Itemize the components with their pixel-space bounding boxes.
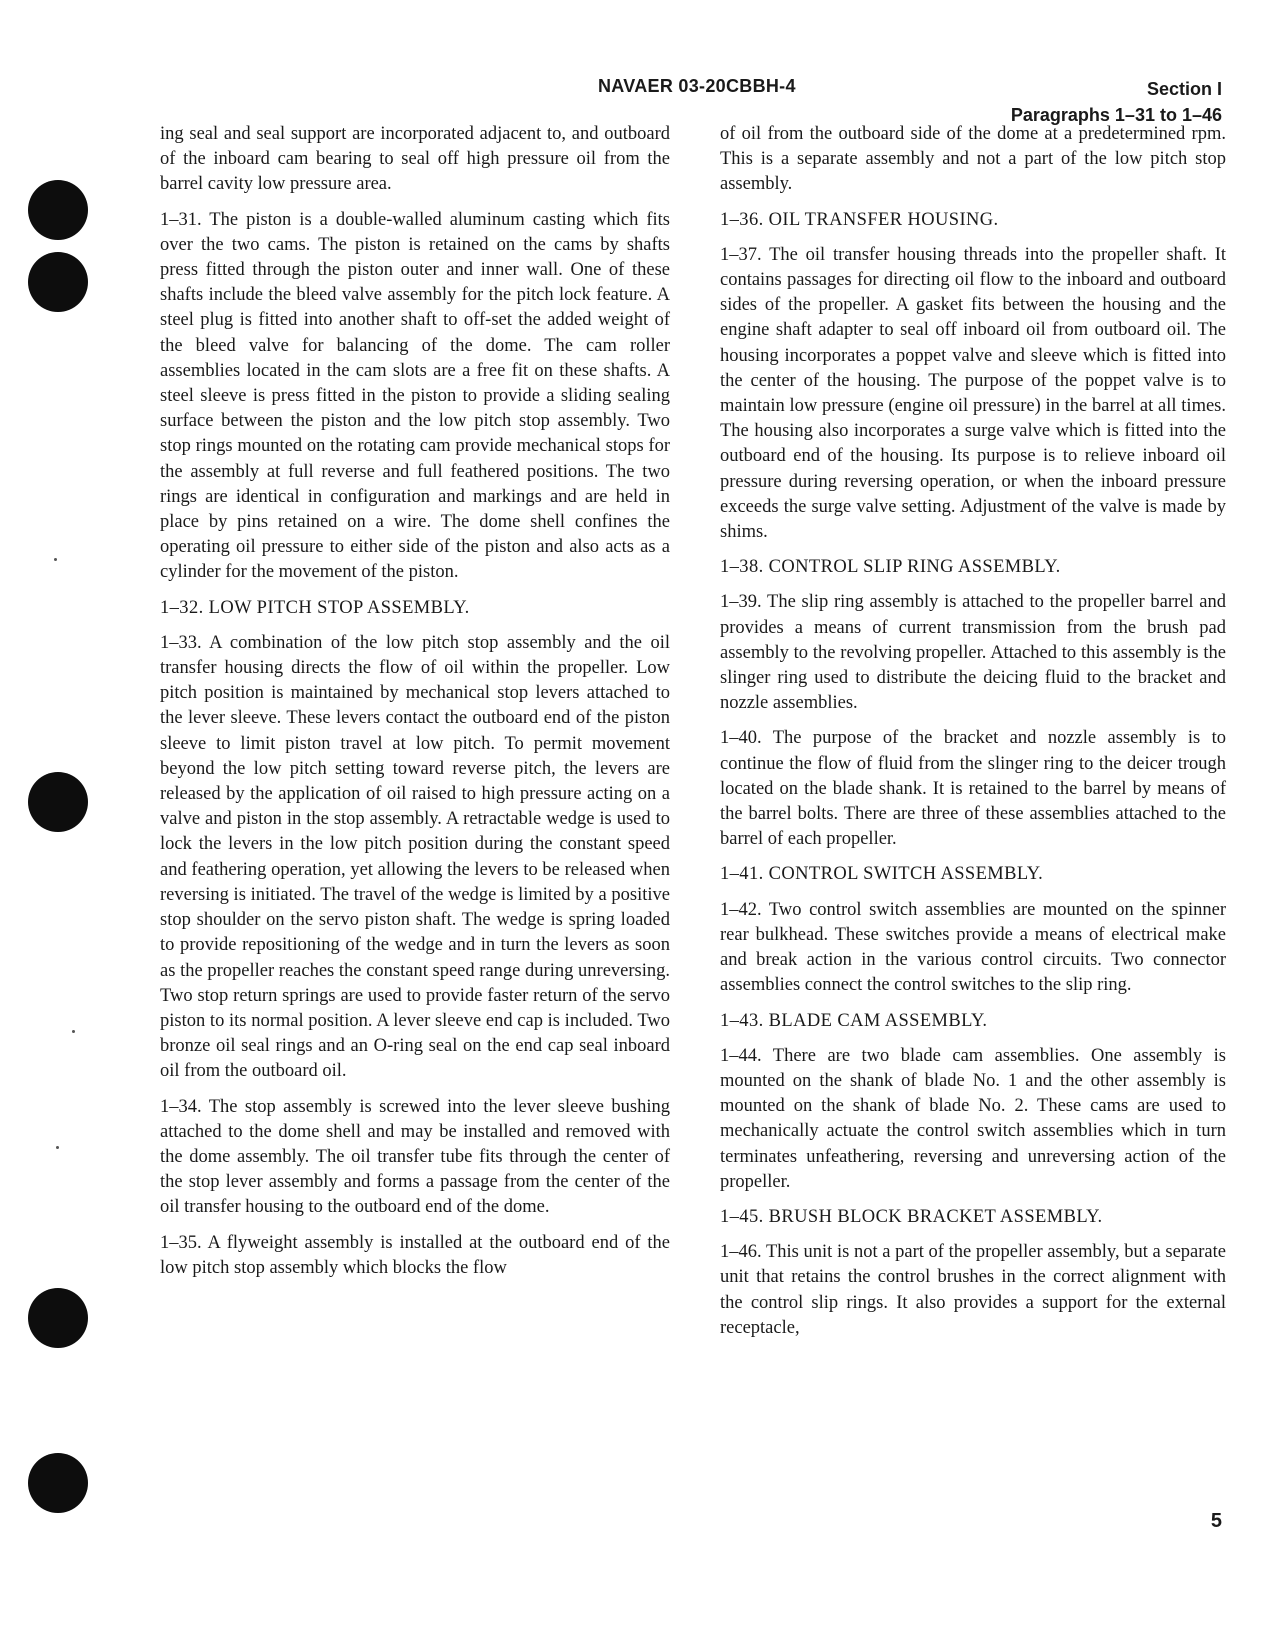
section-heading: 1–36. OIL TRANSFER HOUSING. bbox=[720, 209, 999, 230]
paragraph: of oil from the outboard side of the dome at a predetermined rpm. This is a separate assembly and not a part of the low pitch stop assembly. bbox=[720, 124, 1226, 195]
paragraph: 1–44. There are two blade cam assemblies. One assembly is mounted on the shank of blade No. 1 and the other assembly is mounted on the shank of blade No. 2. These cams are used to mechanically actuate the control switch assemblies which in turn terminates unfeathering, reversing and unreversing action of the propeller. bbox=[720, 1045, 1226, 1192]
paragraph: ing seal and seal support are incorporated adjacent to, and outboard of the inboard cam bearing to seal off high pressure oil from the barrel cavity low pressure area. bbox=[160, 124, 670, 195]
paragraph: 1–34. The stop assembly is screwed into the lever sleeve bushing attached to the dome shell and may be installed and removed with the dome assembly. The oil transfer tube fits through the center of the stop lever assembly and forms a passage from the center of the oil transfer housing to the outboard end of the dome. bbox=[160, 1096, 670, 1218]
paragraph: 1–46. This unit is not a part of the propeller assembly, but a separate unit that retains the control brushes in the correct alignment with the control slip rings. It also provides a support for the external receptacle, bbox=[720, 1242, 1226, 1338]
section-heading: 1–45. BRUSH BLOCK BRACKET ASSEMBLY. bbox=[720, 1206, 1103, 1227]
section-reference bbox=[1011, 76, 1222, 128]
section-heading: 1–41. CONTROL SWITCH ASSEMBLY. bbox=[720, 864, 1044, 885]
left-column bbox=[160, 122, 670, 1291]
binder-hole bbox=[28, 1288, 88, 1348]
binder-hole bbox=[28, 1453, 88, 1513]
document-number: NAVAER 03-20CBBH-4 bbox=[598, 76, 796, 96]
right-column bbox=[720, 122, 1226, 1351]
binder-hole bbox=[28, 252, 88, 312]
section-label: Section I bbox=[1146, 79, 1222, 99]
section-heading: 1–38. CONTROL SLIP RING ASSEMBLY. bbox=[720, 557, 1061, 578]
section-heading: 1–32. LOW PITCH STOP ASSEMBLY. bbox=[160, 597, 470, 618]
paragraph: 1–40. The purpose of the bracket and nozzle assembly is to continue the flow of fluid from the slinger ring to the deicer trough located on the blade shank. It is retained to the barrel by means of the barrel bolts. There are three of these assemblies attached to the barrel of each propeller. bbox=[720, 728, 1226, 850]
paragraph: 1–31. The piston is a double-walled aluminum casting which fits over the two cams. The piston is retained on the cams by shafts press fitted through the piston outer and inner wall. One of these shafts include the bleed valve assembly for the pitch lock feature. A steel plug is fitted into another shaft to off-set the added weight of the bleed valve for balancing of the dome. The cam roller assemblies located in the cam slots are a free fit on these shafts. A steel sleeve is press fitted in the piston to provide a sliding sealing surface between the piston and the low pitch stop assembly. Two stop rings mounted on the rotating cam provide mechanical stops for the assembly at full reverse and full feathered positions. The two rings are identical in configuration and markings and are held in place by pins retained on a wire. The dome shell confines the operating oil pressure to either side of the piston and also acts as a cylinder for the movement of the piston. bbox=[160, 209, 670, 583]
section-heading: 1–43. BLADE CAM ASSEMBLY. bbox=[720, 1010, 988, 1031]
paragraph-range: Paragraphs 1–31 to 1–46 bbox=[1010, 105, 1222, 125]
scan-speck bbox=[72, 1030, 75, 1033]
binder-hole bbox=[28, 772, 88, 832]
paragraph: 1–39. The slip ring assembly is attached to the propeller barrel and provides a means of current transmission from the brush pad assembly to the revolving propeller. Attached to this assembly is the slinger ring used to distribute the deicing fluid to the bracket and nozzle assemblies. bbox=[720, 592, 1226, 714]
scan-speck bbox=[54, 558, 57, 561]
binder-hole bbox=[28, 180, 88, 240]
paragraph: 1–42. Two control switch assemblies are mounted on the spinner rear bulkhead. These switches provide a means of electrical make and break action in the various control circuits. Two connector assemblies connect the control switches to the slip ring. bbox=[720, 899, 1226, 996]
paragraph: 1–37. The oil transfer housing threads into the propeller shaft. It contains passages for directing oil flow to the inboard and outboard sides of the propeller. A gasket fits between the housing and the engine shaft adapter to seal off inboard oil from outboard oil. The housing incorporates a poppet valve and sleeve which is fitted into the center of the housing. The purpose of the poppet valve is to maintain low pressure (engine oil pressure) in the barrel at all times. The housing also incorporates a surge valve which is fitted into the outboard end of the housing. Its purpose is to relieve inboard oil pressure during reversing operation, or when the inboard pressure exceeds the surge valve setting. Adjustment of the valve is made by shims. bbox=[720, 244, 1226, 543]
page-number: 5 bbox=[1210, 1510, 1222, 1532]
paragraph: 1–33. A combination of the low pitch stop assembly and the oil transfer housing directs the flow of oil within the propeller. Low pitch position is maintained by mechanical stop levers attached to the lever sleeve. These levers contact the outboard end of the piston sleeve to limit piston travel at low pitch. To permit movement beyond the low pitch setting toward reverse pitch, the levers are released by the application of oil raised to high pressure acting on a valve and piston in the stop assembly. A retractable wedge is used to lock the levers in the low pitch position during the constant speed and feathering operation, yet allowing the levers to be released when reversing is initiated. The travel of the wedge is limited by a positive stop shoulder on the servo piston shaft. The wedge is spring loaded to provide repositioning of the wedge and in turn the levers as soon as the propeller reaches the constant speed range during unreversing. Two stop return springs are used to provide faster return of the servo piston to its normal position. A lever sleeve end cap is included. Two bronze oil seal rings and an O-ring seal on the end cap seal inboard oil from the outboard oil. bbox=[160, 632, 670, 1082]
paragraph: 1–35. A flyweight assembly is installed at the outboard end of the low pitch stop assembly which blocks the flow bbox=[160, 1232, 670, 1278]
scan-speck bbox=[56, 1146, 59, 1149]
